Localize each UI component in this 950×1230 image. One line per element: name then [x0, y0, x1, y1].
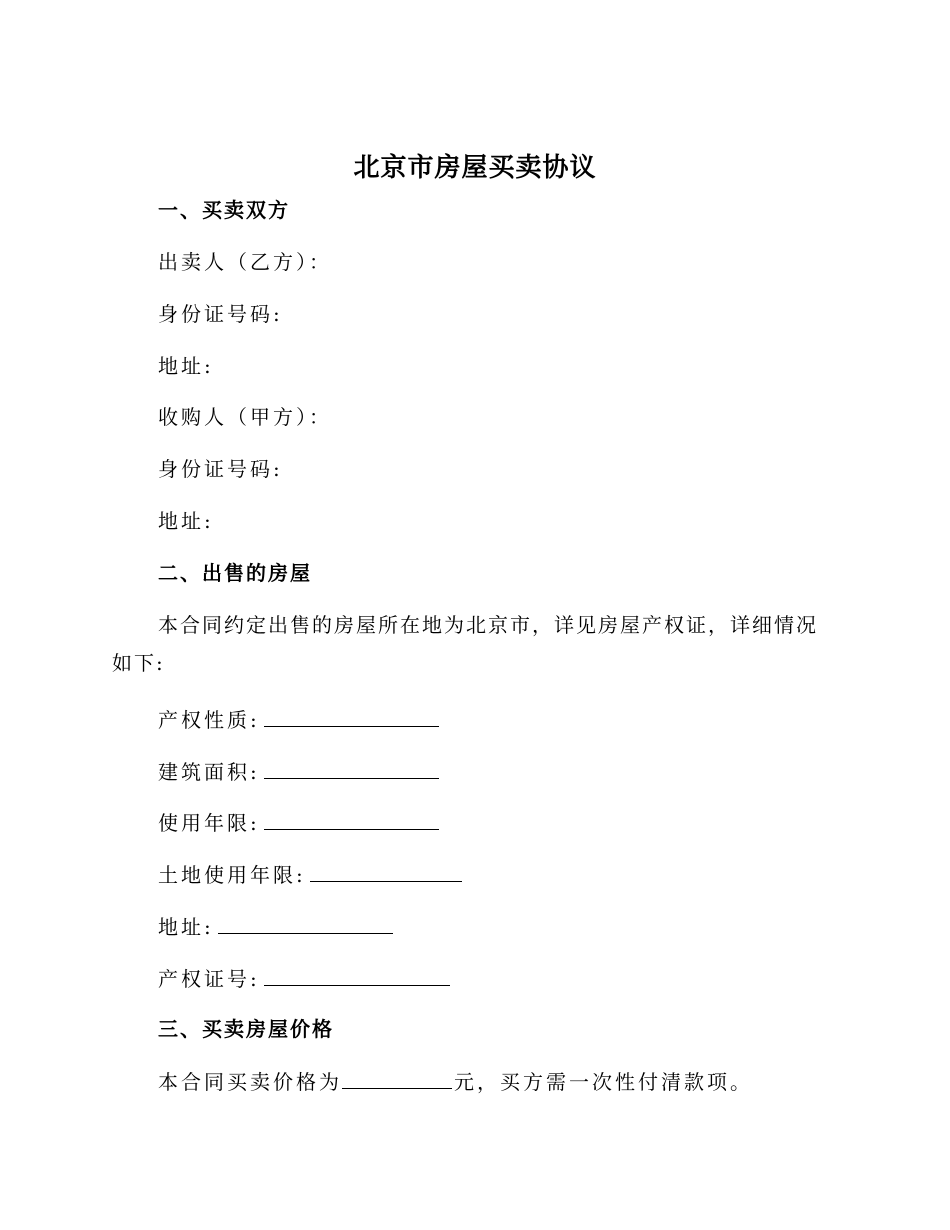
building-area-blank	[264, 756, 439, 779]
use-term-blank	[264, 807, 439, 830]
seller-address-label: 地址:	[158, 354, 214, 378]
section-heading-property: 二、出售的房屋	[158, 561, 312, 585]
seller-id-label: 身份证号码:	[158, 302, 283, 326]
price-row	[158, 1066, 753, 1096]
property-intro-paragraph: 本合同约定出售的房屋所在地为北京市，详见房屋产权证，详细情况如下:	[112, 613, 818, 675]
land-use-term-blank	[310, 859, 462, 882]
property-address-blank	[218, 911, 393, 934]
use-term-row	[158, 807, 439, 837]
buyer-address-label: 地址:	[158, 509, 214, 533]
property-nature-row	[158, 704, 439, 734]
seller-label: 出卖人（乙方）：	[158, 250, 332, 274]
property-nature-label: 产权性质:	[158, 708, 260, 732]
property-address-row	[158, 911, 393, 941]
building-area-label: 建筑面积:	[158, 760, 260, 784]
property-nature-blank	[264, 704, 439, 727]
document-title: 北京市房屋买卖协议	[353, 153, 597, 183]
certificate-no-label: 产权证号:	[158, 967, 260, 991]
land-use-term-row	[158, 859, 462, 889]
buyer-label: 收购人（甲方）：	[158, 405, 332, 429]
certificate-no-row	[158, 963, 450, 993]
section-heading-parties: 一、买卖双方	[158, 198, 290, 222]
certificate-no-blank	[264, 963, 450, 986]
price-prefix: 本合同买卖价格为	[158, 1070, 342, 1094]
price-blank	[342, 1066, 452, 1089]
price-suffix: 元，买方需一次性付清款项。	[454, 1070, 753, 1094]
building-area-row	[158, 756, 439, 786]
section-heading-price: 三、买卖房屋价格	[158, 1017, 334, 1041]
property-address-label: 地址:	[158, 915, 214, 939]
use-term-label: 使用年限:	[158, 811, 260, 835]
land-use-term-label: 土地使用年限:	[158, 863, 306, 887]
buyer-id-label: 身份证号码:	[158, 457, 283, 481]
